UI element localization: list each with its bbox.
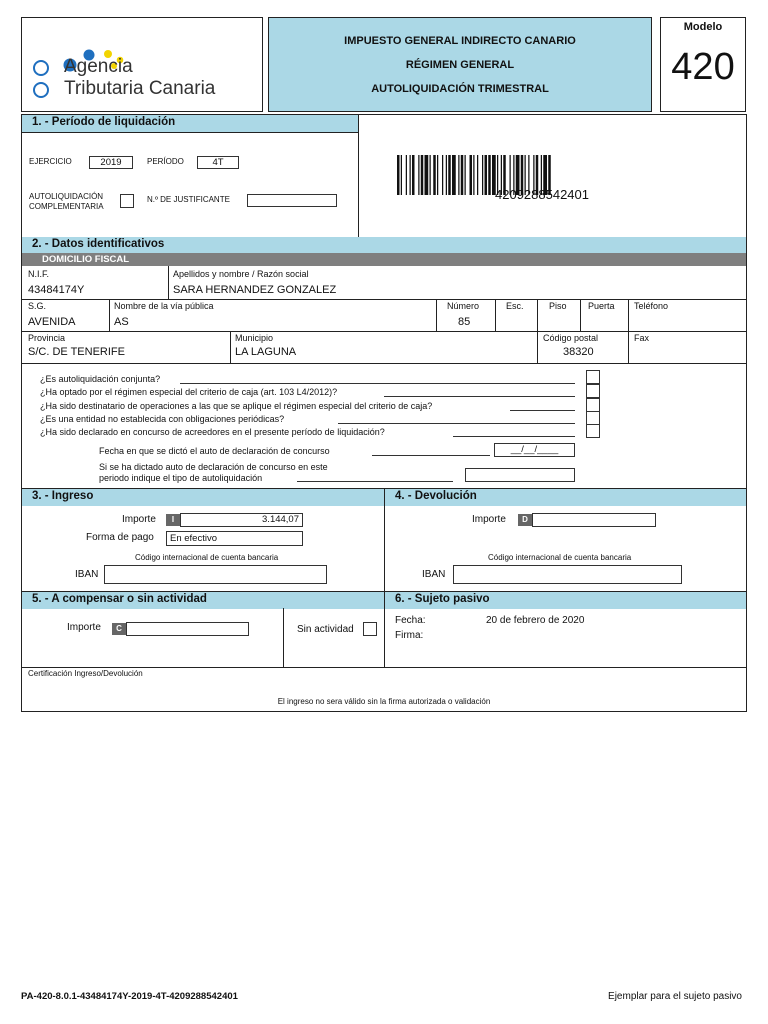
- domicilio-fiscal-bar: DOMICILIO FISCAL: [22, 253, 746, 266]
- form-title-3: AUTOLIQUIDACIÓN TRIMESTRAL: [371, 83, 549, 95]
- ingreso-tag: I: [166, 514, 180, 526]
- question-3-checkbox[interactable]: [586, 398, 600, 412]
- question-1: ¿Es autoliquidación conjunta?: [40, 374, 161, 384]
- complementaria-label-1: AUTOLIQUIDACIÓN: [29, 192, 104, 201]
- section-3-title: 3. - Ingreso: [22, 489, 384, 506]
- modelo-number: 420: [671, 46, 735, 88]
- periodo-field[interactable]: 4T: [197, 156, 239, 169]
- section-1-title: 1. - Período de liquidación: [22, 115, 358, 132]
- section-1-divider: [358, 115, 359, 237]
- numero-label: Número: [447, 301, 480, 311]
- sin-actividad-label: Sin actividad: [297, 624, 354, 635]
- municipio-label: Municipio: [235, 333, 274, 343]
- modelo-box: [660, 17, 746, 112]
- cp-label: Código postal: [543, 333, 599, 343]
- nombre-value: SARA HERNANDEZ GONZALEZ: [173, 284, 337, 296]
- via-label: Nombre de la vía pública: [114, 301, 214, 311]
- sg-label: S.G.: [28, 301, 47, 311]
- logo-text-line2: Tributaria Canaria: [64, 78, 216, 99]
- question-1-checkbox[interactable]: [586, 370, 600, 384]
- question-2-checkbox[interactable]: [586, 384, 600, 398]
- modelo-label: Modelo: [683, 21, 723, 33]
- form-title-1: IMPUESTO GENERAL INDIRECTO CANARIO: [344, 35, 576, 47]
- fecha-auto-label: Fecha en que se dictó el auto de declaración de concurso: [99, 446, 330, 456]
- footer-code: PA-420-8.0.1-43484174Y-2019-4T-4209288542401: [21, 991, 238, 1002]
- devolucion-iban-caption: Código internacional de cuenta bancaria: [488, 553, 632, 562]
- telefono-label: Teléfono: [634, 301, 669, 311]
- ingreso-iban-field[interactable]: [104, 565, 327, 584]
- justificante-label: N.º DE JUSTIFICANTE: [147, 195, 230, 204]
- section-4-title: 4. - Devolución: [385, 489, 746, 506]
- piso-label: Piso: [549, 301, 567, 311]
- nombre-label: Apellidos y nombre / Razón social: [173, 269, 309, 279]
- certificacion-note: El ingreso no sera válido sin la firma autorizada o validación: [277, 697, 491, 706]
- question-4: ¿Es una entidad no establecida con obligaciones periódicas?: [40, 414, 285, 424]
- logo-box: [21, 17, 263, 112]
- question-5: ¿Ha sido declarado en concurso de acreedores en el presente período de liquidación?: [40, 427, 385, 437]
- tipo-auto-label-1: Si se ha dictado auto de declaración de concurso en este: [99, 462, 328, 472]
- question-4-checkbox[interactable]: [586, 411, 600, 425]
- fax-label: Fax: [634, 333, 650, 343]
- esc-label: Esc.: [506, 301, 524, 311]
- forma-pago-label: Forma de pago: [86, 532, 154, 543]
- ingreso-iban-caption: Código internacional de cuenta bancaria: [135, 553, 279, 562]
- logo-text-line1: Agencia: [64, 56, 133, 77]
- municipio-value: LA LAGUNA: [235, 346, 297, 358]
- question-2: ¿Ha optado por el régimen especial del criterio de caja (art. 103 L4/2012)?: [40, 387, 338, 397]
- form-title-box: [268, 17, 652, 112]
- section-6-title: 6. - Sujeto pasivo: [385, 592, 746, 609]
- fecha-value: 20 de febrero de 2020: [486, 615, 585, 626]
- sin-actividad-checkbox[interactable]: [363, 622, 377, 636]
- compensar-importe-field[interactable]: [126, 622, 249, 636]
- complementaria-label-2: COMPLEMENTARIA: [29, 202, 104, 211]
- fecha-auto-field[interactable]: __/__/____: [494, 443, 575, 457]
- form-title-2: RÉGIMEN GENERAL: [405, 59, 515, 71]
- ingreso-importe-label: Importe: [122, 514, 156, 525]
- ejercicio-label: EJERCICIO: [29, 157, 72, 166]
- barcode-number: 4209288542401: [495, 187, 589, 202]
- cp-value: 38320: [563, 346, 594, 358]
- firma-label: Firma:: [395, 630, 424, 641]
- ingreso-importe-field[interactable]: 3.144,07: [180, 513, 303, 527]
- puerta-label: Puerta: [588, 301, 615, 311]
- devolucion-tag: D: [518, 514, 532, 526]
- tipo-auto-field[interactable]: [465, 468, 575, 482]
- compensar-importe-label: Importe: [67, 622, 101, 633]
- question-5-checkbox[interactable]: [586, 424, 600, 438]
- section-5-title: 5. - A compensar o sin actividad: [22, 592, 384, 609]
- sg-value: AVENIDA: [28, 316, 76, 328]
- periodo-label: PERÍODO: [147, 157, 184, 166]
- via-value: AS: [114, 316, 129, 328]
- footer-copy-label: Ejemplar para el sujeto pasivo: [608, 991, 742, 1002]
- question-3: ¿Ha sido destinatario de operaciones a las que se aplique el régimen especial del criterio de caja?: [40, 401, 433, 411]
- nif-label: N.I.F.: [28, 269, 50, 279]
- compensar-tag: C: [112, 623, 126, 635]
- nif-value: 43484174Y: [28, 284, 85, 296]
- justificante-field[interactable]: [247, 194, 337, 207]
- complementaria-checkbox[interactable]: [120, 194, 134, 208]
- fecha-label: Fecha:: [395, 615, 426, 626]
- devolucion-importe-label: Importe: [472, 514, 506, 525]
- ejercicio-field[interactable]: 2019: [89, 156, 133, 169]
- provincia-value: S/C. DE TENERIFE: [28, 346, 125, 358]
- devolucion-iban-field[interactable]: [453, 565, 682, 584]
- numero-value: 85: [458, 316, 471, 328]
- tipo-auto-label-2: periodo indique el tipo de autoliquidación: [99, 473, 263, 483]
- provincia-label: Provincia: [28, 333, 66, 343]
- forma-pago-field[interactable]: En efectivo: [166, 531, 303, 546]
- ingreso-iban-label: IBAN: [75, 569, 99, 580]
- devolucion-importe-field[interactable]: [532, 513, 656, 527]
- devolucion-iban-label: IBAN: [422, 569, 446, 580]
- section-2-title: 2. - Datos identificativos: [22, 237, 746, 253]
- certificacion-label: Certificación Ingreso/Devolución: [28, 669, 143, 678]
